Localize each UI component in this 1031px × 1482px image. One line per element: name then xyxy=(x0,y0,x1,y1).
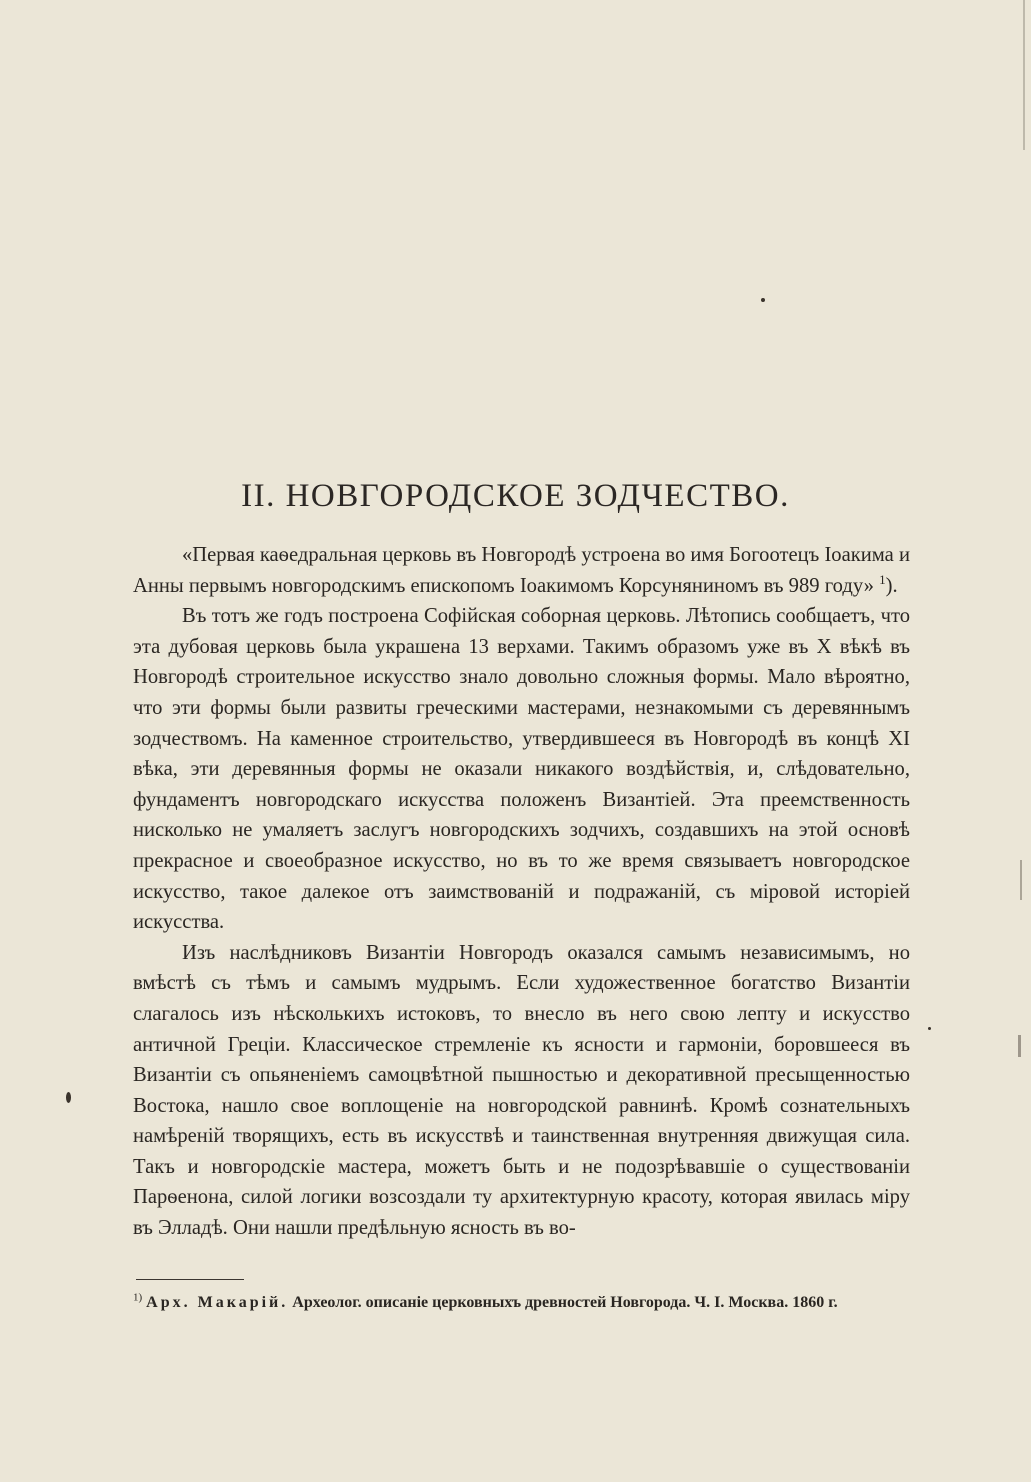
scan-edge-mark xyxy=(1020,860,1022,900)
chapter-title: II. НОВГОРОДСКОЕ ЗОДЧЕСТВО. xyxy=(241,478,790,514)
body-text xyxy=(133,540,910,1244)
scan-speck xyxy=(928,1027,931,1030)
footnote-divider xyxy=(136,1279,244,1280)
scan-edge-mark xyxy=(1018,1035,1021,1057)
paragraph-1 xyxy=(133,540,910,601)
scan-speck xyxy=(761,298,765,302)
footnote-number: 1) xyxy=(133,1291,143,1304)
scan-speck xyxy=(66,1092,71,1103)
paragraph-1-text: «Первая каѳедральная церковь въ Новгородѣ устроена во имя Богоотецъ Іоакима и Анны первымъ новгородскимъ епископомъ Іоакимомъ Корсуняниномъ въ 989 году» xyxy=(133,544,910,597)
paragraph-3: Изъ наслѣдниковъ Византіи Новгородъ оказался самымъ независимымъ, но вмѣстѣ съ тѣмъ и самымъ мудрымъ. Если художественное богатство Византіи слагалось изъ нѣсколькихъ истоковъ, то внесло въ него свою лепту и искусство античной Греціи. Классическое стремленіе къ ясности и гармоніи, боровшееся въ Византіи съ опьяненіемъ самоцвѣтной пышностью и декоративной пресыщенностью Востока, нашло свое воплощеніе на новгородской равнинѣ. Кромѣ сознательныхъ намѣреній творящихъ, есть въ искусствѣ и таинственная внутренняя движущая сила. Такъ и новгородскіе мастера, можетъ быть и не подозрѣвавшіе о существованіи Парѳенона, силой логики возсоздали ту архитектурную красоту, которая явилась міру въ Элладѣ. Они нашли предѣльную ясность въ во- xyxy=(133,941,910,1240)
footnote-text: Археолог. описаніе церковныхъ древностей Новгорода. Ч. I. Москва. 1860 г. xyxy=(292,1294,838,1311)
footnote-reference[interactable]: 1 xyxy=(879,571,886,587)
paragraph-2: Въ тотъ же годъ построена Софійская соборная церковь. Лѣтопись сообщаетъ, что эта дубовая церковь была украшена 13 верхами. Такимъ образомъ уже въ X вѣкѣ въ Новгородѣ строительное искусство знало довольно сложныя формы. Мало вѣроятно, что эти формы были развиты греческими мастерами, незнакомыми съ деревяннымъ зодчествомъ. На каменное строительство, утвердившееся въ Новгородѣ въ концѣ XI вѣка, эти деревянныя формы не оказали никакого воздѣйствія, и, слѣдовательно, фундаментъ новгородскаго искусства положенъ Византіей. Эта преемственность нисколько не умаляетъ заслугъ новгородскихъ зодчихъ, создавшихъ на этой основѣ прекрасное и своеобразное искусство, но въ то же время связываетъ новгородское искусство, такое далекое отъ заимствованій и подражаній, съ міровой исторіей искусства. xyxy=(133,605,910,934)
scan-edge-mark xyxy=(1023,0,1025,150)
paragraph-1-tail: ). xyxy=(885,574,898,597)
footnote xyxy=(133,1291,913,1315)
footnote-author: Арх. Макарій. xyxy=(146,1294,289,1311)
